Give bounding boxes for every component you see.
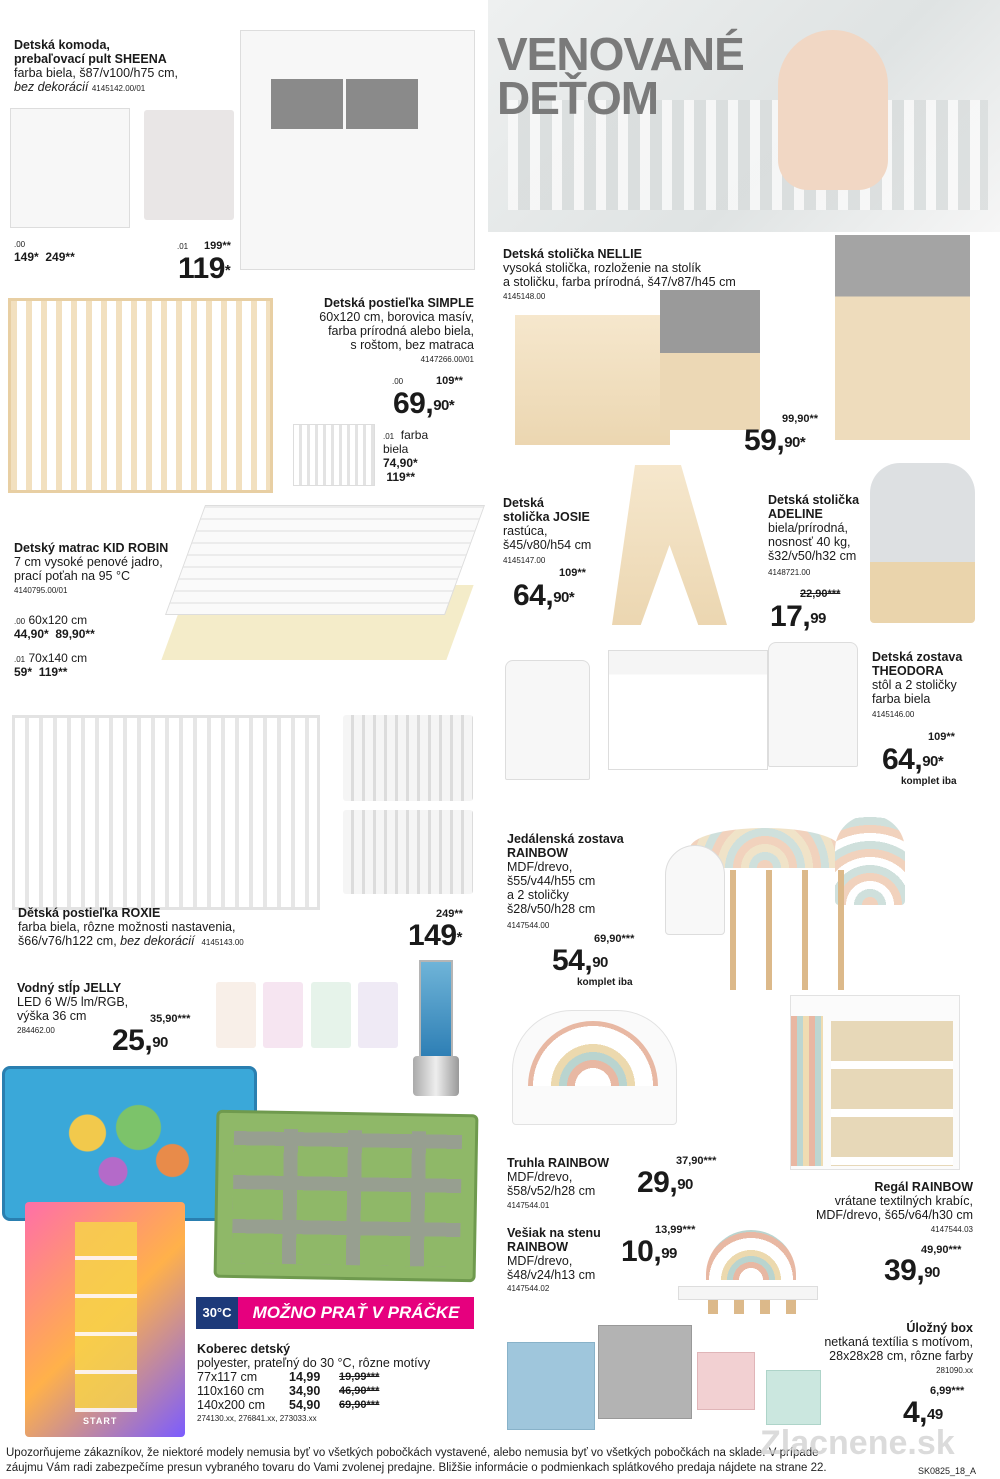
sheena-main-image <box>240 30 475 270</box>
sheena-desc: farba biela, š87/v100/h75 cm, bez dekorácií 4145142.00/01 <box>14 66 178 94</box>
simple-title: Detská postieľka SIMPLE <box>323 296 474 310</box>
vesiak-shelf <box>678 1286 818 1300</box>
rug-roads <box>232 1128 462 1267</box>
adeline-chair-image <box>870 463 975 623</box>
ulozny-price: 4,49 <box>903 1396 943 1429</box>
rug-hopscotch-image <box>25 1202 185 1437</box>
koberec-desc: polyester, prateľný do 30 °C, rôzne motívy <box>197 1356 431 1370</box>
rainbow-legs <box>700 870 870 990</box>
lamp-base <box>413 1056 459 1096</box>
theodora-chair-left-image <box>505 660 590 780</box>
wash-badge-temp: 30°C <box>196 1297 238 1329</box>
rainbowset-price: 54,90 <box>552 944 608 977</box>
jelly-code: 284462.00 <box>17 1026 55 1035</box>
kidrobin-title: Detský matrac KID ROBIN <box>14 541 169 555</box>
rug-city-image <box>214 1110 479 1283</box>
sheena-price-00: .00 149* 249** <box>14 240 75 264</box>
nellie-highchair-image <box>835 235 970 440</box>
truhla-code: 4147544.01 <box>507 1201 550 1210</box>
rainbowset-old-price: 69,90*** <box>594 933 635 945</box>
ulozny-box-mint <box>766 1370 821 1425</box>
baby-figure <box>778 30 888 190</box>
footer-watermark: Zlacnene.sk <box>760 1424 955 1462</box>
footer-disclaimer: Upozorňujeme zákazníkov, že niektoré modely nemusia byť vo všetkých pobočkách vystavené, alebo nemusia byť vo všetkých pobočkách na sklade. V prípade záujmu Vám radi zabezpečíme presun vybraného tovaru do Vami zvolenej predajne. Bližšie informácie o podmienkach splátkového predaja nájdete na strane 22. <box>6 1447 827 1474</box>
star-basket-right <box>346 79 418 129</box>
rainbowset-image <box>660 790 922 1005</box>
nellie-code: 4145148.00 <box>503 292 546 301</box>
adeline-desc: biela/prírodná, nosnosť 40 kg, š32/v50/h32 cm <box>768 521 857 563</box>
regal-old-price: 49,90*** <box>921 1244 962 1256</box>
theodora-chair-right-image <box>768 642 858 767</box>
jelly-price: 25,90 <box>112 1024 168 1057</box>
regal-boxes <box>831 1021 953 1166</box>
koberec-size-table <box>197 1370 437 1412</box>
jelly-title: Vodný stĺp JELLY <box>17 981 122 995</box>
truhla-title: Truhla RAINBOW <box>507 1156 610 1170</box>
jelly-tile-pink <box>263 982 303 1048</box>
truhla-old-price: 37,90*** <box>676 1155 717 1167</box>
wash-badge <box>196 1297 476 1329</box>
simple-price: 69,$^{90*}$ <box>393 387 455 420</box>
nellie-title: Detská stolička NELLIE <box>503 247 642 261</box>
simple-white-variant: .01 farba biela 74,90* 119** <box>383 428 429 484</box>
vesiak-image <box>678 1230 823 1320</box>
sheena-detail-image <box>144 110 234 220</box>
rainbowset-code: 4147544.00 <box>507 921 550 930</box>
star-basket-left <box>271 79 343 129</box>
regal-code: 4147544.03 <box>930 1225 973 1234</box>
josie-title: Detská stolička JOSIE <box>503 496 590 524</box>
simple-crib-image <box>8 298 273 493</box>
vesiak-price: 10,99 <box>621 1235 677 1268</box>
adeline-old-price: 22,90*** <box>800 588 841 600</box>
hero-title: VENOVANÉ DEŤOM <box>497 28 744 124</box>
roxie-crib-image <box>12 715 320 910</box>
jelly-tile-multi <box>358 982 398 1048</box>
vesiak-desc: MDF/drevo, š48/v24/h13 cm <box>507 1254 596 1282</box>
josie-code: 4145147.00 <box>503 556 546 565</box>
truhla-rainbow <box>528 1021 658 1086</box>
ulozny-box-blue <box>507 1342 595 1430</box>
sheena-price-01: 119* <box>178 252 231 285</box>
vesiak-rainbow <box>706 1230 796 1280</box>
ulozny-box-pink <box>697 1352 755 1410</box>
kidrobin-code: 4140795.00/01 <box>14 586 68 595</box>
roxie-title: Dětská postieľka ROXIE <box>18 906 161 920</box>
truhla-image <box>512 1010 677 1125</box>
sheena-small-image <box>10 108 130 228</box>
roxie-desc: farba biela, rôzne možnosti nastavenia, š66/v76/h122 cm, bez dekorácií 4145143.00 <box>18 920 244 948</box>
vesiak-title: Vešiak na stenu RAINBOW <box>507 1226 601 1254</box>
regal-price: 39,90 <box>884 1254 940 1287</box>
kidrobin-desc: 7 cm vysoké penové jadro, prací poťah na 95 °C <box>14 555 163 583</box>
simple-old-price: 109** <box>436 375 463 387</box>
truhla-desc: MDF/drevo, š58/v52/h28 cm <box>507 1170 596 1198</box>
koberec-row: 110x160 cm 34,90 46,90*** <box>197 1384 380 1398</box>
nellie-chair-image <box>660 290 760 430</box>
theodora-code: 4145146.00 <box>872 710 915 719</box>
kidrobin-variant-1: .00 60x120 cm 44,90* 89,90** <box>14 613 95 641</box>
theodora-old-price: 109** <box>928 731 955 743</box>
rainbowset-desc: MDF/drevo, š55/v44/h55 cm a 2 stoličky š28/v50/h28 cm <box>507 860 596 916</box>
ulozny-title: Úložný box <box>906 1321 973 1335</box>
regal-title: Regál RAINBOW <box>874 1180 973 1194</box>
vesiak-hooks <box>708 1300 798 1314</box>
regal-desc: vrátane textilných krabíc, MDF/drevo, š65/v64/h30 cm <box>815 1194 973 1222</box>
jelly-tile-orange <box>216 982 256 1048</box>
adeline-title: Detská stolička ADELINE <box>768 493 860 521</box>
vesiak-old-price: 13,99*** <box>655 1224 696 1236</box>
sheena-title: Detská komoda, prebaľovací pult SHEENA <box>14 38 167 66</box>
kidrobin-mattress-image <box>175 505 470 665</box>
nellie-desc: vysoká stolička, rozloženie na stolík a stoličku, farba prírodná, š47/v87/h45 cm <box>503 261 736 289</box>
josie-price: 64,$^{90*}$ <box>513 579 575 612</box>
roxie-detail-image-1 <box>343 715 473 801</box>
nellie-old-price: 99,90** <box>782 413 819 425</box>
rug-continents <box>45 1089 215 1199</box>
jelly-lamp-image <box>413 960 459 1098</box>
jelly-old-price: 35,90*** <box>150 1013 191 1025</box>
adeline-price: 17,99 <box>770 600 826 633</box>
koberec-row: 140x200 cm 54,90 69,90*** <box>197 1398 380 1412</box>
simple-desc: 60x120 cm, borovica masív, farba prírodná alebo biela, s roštom, bez matraca <box>319 310 474 352</box>
lamp-tube <box>419 960 453 1058</box>
jelly-desc: LED 6 W/5 lm/RGB, výška 36 cm <box>17 995 129 1023</box>
rug-start-label: START <box>83 1416 118 1426</box>
koberec-title: Koberec detský <box>197 1342 291 1356</box>
josie-old-price: 109** <box>559 567 586 579</box>
footer-ref: SK0825_18_A <box>918 1466 977 1476</box>
adeline-code: 4148721.00 <box>768 568 811 577</box>
hopscotch-grid <box>75 1222 137 1412</box>
theodora-note: komplet iba <box>901 776 957 787</box>
regal-image <box>790 995 960 1170</box>
sheena-variant-01: .01 <box>177 242 189 251</box>
roxie-price: 149* <box>408 919 462 952</box>
simple-variant-00: .00 <box>392 377 404 386</box>
theodora-desc: stôl a 2 stoličky farba biela <box>872 678 957 706</box>
ulozny-box-grey <box>598 1325 692 1419</box>
simple-code: 4147266.00/01 <box>420 355 474 364</box>
roxie-old-price: 249** <box>436 908 463 920</box>
josie-desc: rastúca, š45/v80/h54 cm <box>503 524 592 552</box>
wash-badge-text: MOŽNO PRAŤ V PRÁČKE <box>238 1297 474 1329</box>
theodora-price: 64,$^{90*}$ <box>882 743 944 776</box>
rainbowset-note: komplet iba <box>577 977 633 988</box>
kidrobin-variant-2: .01 70x140 cm 59* 119** <box>14 651 88 679</box>
koberec-row: 77x117 cm 14,99 19,99*** <box>197 1370 380 1384</box>
regal-rainbow-side <box>791 1016 823 1166</box>
ulozny-code: 281090.xx <box>936 1366 973 1375</box>
nellie-price: 59,$^{90*}$ <box>744 424 806 457</box>
jelly-tile-green <box>311 982 351 1048</box>
ulozny-desc: netkaná textília s motívom, 28x28x28 cm, rôzne farby <box>824 1335 973 1363</box>
roxie-detail-image-2 <box>343 810 473 894</box>
simple-white-crib-image <box>293 424 375 486</box>
theodora-title: Detská zostava THEODORA <box>872 650 963 678</box>
ulozny-old-price: 6,99*** <box>930 1385 965 1397</box>
mattress-cover <box>165 505 485 615</box>
sheena-old-01: 199** <box>204 240 231 252</box>
theodora-table-image <box>608 650 768 770</box>
nellie-table-image <box>515 315 670 445</box>
truhla-price: 29,90 <box>637 1166 693 1199</box>
koberec-code: 274130.xx, 276841.xx, 273033.xx <box>197 1414 317 1423</box>
josie-chair-image <box>612 465 727 625</box>
rainbowset-title: Jedálenská zostava RAINBOW <box>507 832 624 860</box>
vesiak-code: 4147544.02 <box>507 1284 550 1293</box>
